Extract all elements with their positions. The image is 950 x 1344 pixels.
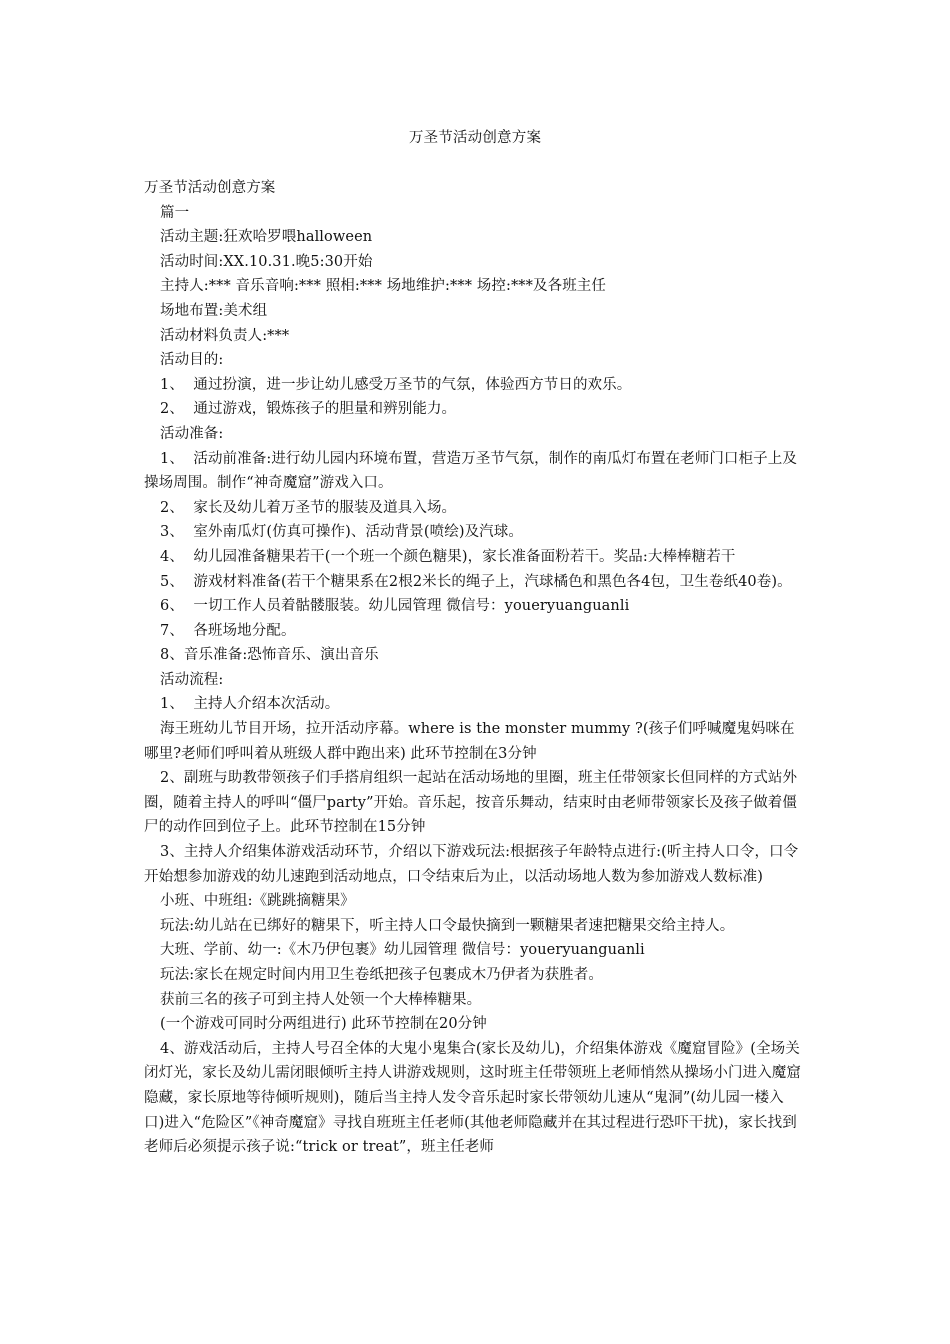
paragraph: 活动时间:XX.10.31.晚5:30开始	[160, 253, 373, 270]
paragraph: 1、 主持人介绍本次活动。	[160, 696, 340, 713]
paragraph: 玩法:幼儿站在已绑好的糖果下，听主持人口令最快摘到一颗糖果者速把糖果交给主持人。	[160, 917, 735, 934]
paragraph: 2、 家长及幼儿着万圣节的服装及道具入场。	[160, 499, 457, 516]
paragraph: 小班、中班组:《跳跳摘糖果》	[160, 893, 355, 910]
paragraph: 4、游戏活动后，主持人号召全体的大鬼小鬼集合(家长及幼儿)，介绍集体游戏《魔窟冒险》(全场关闭灯光，家长及幼儿需闭眼倾听主持人讲游戏规则，这时班主任带领班上老师悄然从操场小门进入魔窟隐藏，家长原地等待倾听规则)，随后当主持人发令音乐起时家长带领幼儿速从“鬼洞”(幼儿园一楼入口)进入“危险区”《神奇魔窟》寻找自班班主任老师(其他老师隐藏并在其过程进行恐吓干扰)，家长找到老师后必须提示孩子说:“trick or treat”，班主任老师	[144, 1040, 801, 1156]
paragraph: 7、 各班场地分配。	[160, 622, 296, 639]
paragraph: 海王班幼儿节目开场，拉开活动序幕。where is the monster mummy ?(孩子们呼喊魔鬼妈咪在哪里?老师们呼叫着从班级人群中跑出来) 此环节控制在3分钟	[144, 721, 795, 762]
paragraph: 8、音乐准备:恐怖音乐、演出音乐	[160, 647, 379, 664]
paragraph: 玩法:家长在规定时间内用卫生卷纸把孩子包裹成木乃伊者为获胜者。	[160, 967, 603, 983]
paragraph: 1、 活动前准备:进行幼儿园内环境布置，营造万圣节气氛，制作的南瓜灯布置在老师门口柜子上及操场周围。制作“神奇魔窟”游戏入口。	[144, 450, 797, 492]
document-title: 万圣节活动创意方案	[408, 130, 542, 146]
paragraph: 篇一	[160, 204, 190, 221]
paragraph: 6、 一切工作人员着骷髅服装。幼儿园管理 微信号：youeryuanguanli	[160, 598, 630, 615]
paragraph: 3、 室外南瓜灯(仿真可操作)、活动背景(喷绘)及汽球。	[160, 524, 523, 541]
paragraph: 活动材料负责人:***	[160, 327, 290, 344]
paragraph: 2、 通过游戏，锻炼孩子的胆量和辨别能力。	[160, 401, 457, 418]
paragraph: 活动目的:	[160, 352, 224, 369]
paragraph: 场地布置:美术组	[160, 302, 268, 319]
paragraph: 3、主持人介绍集体游戏活动环节，介绍以下游戏玩法:根据孩子年龄特点进行:(听主持人口令，口令开始想参加游戏的幼儿速跑到活动地点，口令结束后为止，以活动场地人数为参加游戏人数标准)	[144, 844, 799, 885]
paragraph: 5、 游戏材料准备(若干个糖果系在2根2米长的绳子上，汽球橘色和黑色各4包，卫生卷纸40卷)。	[160, 573, 792, 590]
paragraph: 2、副班与助教带领孩子们手搭肩组织一起站在活动场地的里圈，班主任带领家长但同样的方式站外圈，随着主持人的呼叫“僵尸party”开始。音乐起，按音乐舞动，结束时由老师带领家长及孩子做着僵尸的动作回到位子上。此环节控制在15分钟	[144, 770, 798, 836]
paragraph: 活动流程:	[160, 671, 224, 688]
paragraph: 主持人:*** 音乐音响:*** 照相:*** 场地维护:*** 场控:***及各班主任	[160, 278, 607, 295]
paragraph: 1、 通过扮演，进一步让幼儿感受万圣节的气氛，体验西方节日的欢乐。	[160, 376, 632, 393]
document-body	[144, 176, 804, 1160]
paragraph: (一个游戏可同时分两组进行) 此环节控制在20分钟	[160, 1016, 487, 1033]
paragraph: 活动主题:狂欢哈罗喂halloween	[160, 229, 373, 246]
paragraph: 万圣节活动创意方案	[144, 180, 276, 196]
paragraph: 活动准备:	[160, 425, 224, 442]
paragraph: 大班、学前、幼一:《木乃伊包裹》幼儿园管理 微信号：youeryuanguanli	[160, 942, 645, 959]
paragraph: 4、 幼儿园准备糖果若干(一个班一个颜色糖果)，家长准备面粉若干。奖品:大棒棒糖若干	[160, 548, 736, 565]
paragraph: 获前三名的孩子可到主持人处领一个大棒棒糖果。	[160, 991, 482, 1008]
